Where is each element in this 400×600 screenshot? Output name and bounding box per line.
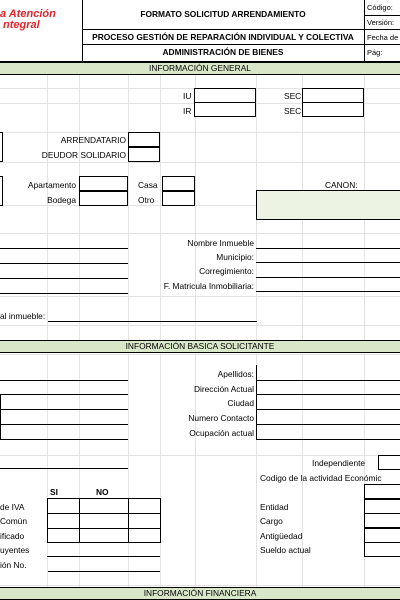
- si-header: SI: [50, 487, 58, 497]
- sec1-label: SEC: [284, 91, 302, 101]
- arrendatario-checkbox[interactable]: [128, 132, 160, 147]
- ificado-label: ificado: [0, 531, 25, 541]
- cargo-field[interactable]: [364, 513, 400, 528]
- inmueble-field[interactable]: [48, 321, 257, 322]
- deudor-label: DEUDOR SOLIDARIO: [41, 150, 126, 160]
- sec2-field[interactable]: [302, 102, 364, 117]
- uyentes-label: uyentes: [0, 545, 30, 555]
- corregimiento-field[interactable]: [256, 277, 400, 278]
- logo-line2: ntegral: [3, 19, 40, 31]
- ciudad-field[interactable]: [256, 409, 400, 410]
- direccion-field[interactable]: [256, 394, 400, 395]
- ciudad-label: Ciudad: [227, 398, 254, 408]
- nombre-inmueble-label: Nombre Inmueble: [187, 238, 254, 248]
- comun-label: Común: [0, 516, 27, 526]
- contacto-label: Numero Contacto: [188, 413, 254, 423]
- nombre-inmueble-field[interactable]: [256, 248, 400, 249]
- ir-field[interactable]: [194, 102, 256, 117]
- bodega-label: Bodega: [47, 195, 76, 205]
- contacto-field[interactable]: [256, 424, 400, 425]
- meta-pag: Pág:: [367, 48, 383, 57]
- otro-label: Otro: [138, 195, 155, 205]
- meta-version: Versión:: [367, 18, 395, 27]
- sec2-label: SEC: [284, 106, 302, 116]
- meta-codigo: Código:: [367, 3, 393, 12]
- matricula-field[interactable]: [256, 291, 400, 292]
- matricula-label: F. Matricula Inmobiliaria:: [163, 281, 254, 291]
- iu-field[interactable]: [194, 88, 256, 103]
- meta-fecha: Fecha de: [367, 33, 399, 42]
- ion-no-label: ión No.: [0, 560, 27, 570]
- section-informacion-financiera: INFORMACIÓN FINANCIERA: [0, 587, 400, 600]
- apellidos-field[interactable]: [256, 380, 400, 381]
- apellidos-label: Apellidos:: [217, 369, 254, 379]
- entidad-label: Entidad: [260, 502, 289, 512]
- ocupacion-field[interactable]: [256, 439, 400, 440]
- casa-checkbox[interactable]: [162, 176, 195, 191]
- municipio-label: Municipio:: [216, 252, 254, 262]
- ocupacion-label: Ocupación actual: [189, 428, 254, 438]
- codigo-actividad-field[interactable]: [364, 484, 400, 499]
- entidad-field[interactable]: [364, 499, 400, 514]
- process-title: PROCESO GESTIÓN DE REPARACIÓN INDIVIDUAL Y COLECTIVA: [92, 32, 354, 42]
- ir-label: IR: [183, 106, 192, 116]
- iva-label: de IVA: [0, 502, 25, 512]
- cargo-label: Cargo: [260, 516, 283, 526]
- canon-field[interactable]: [256, 190, 400, 220]
- otro-checkbox[interactable]: [162, 191, 195, 206]
- arrendatario-label: ARRENDATARIO: [60, 135, 126, 145]
- corregimiento-label: Corregimiento:: [199, 266, 254, 276]
- no-header: NO: [96, 487, 109, 497]
- iu-label: IU: [183, 91, 192, 101]
- codigo-actividad-label: Codigo de la actividad Económic: [260, 473, 382, 483]
- logo: [0, 9, 56, 31]
- area-title: ADMINISTRACIÓN DE BIENES: [162, 47, 284, 57]
- sueldo-label: Sueldo actual: [260, 545, 311, 555]
- bodega-checkbox[interactable]: [79, 191, 128, 206]
- ion-no-field[interactable]: [48, 571, 160, 572]
- municipio-field[interactable]: [256, 262, 400, 263]
- independiente-label: Independiente: [312, 458, 366, 468]
- casa-label: Casa: [138, 180, 158, 190]
- left-edge-box[interactable]: [0, 132, 3, 162]
- section-informacion-solicitante: INFORMACIÓN BASICA SOLICITANTE: [0, 340, 400, 353]
- sueldo-field[interactable]: [364, 542, 400, 557]
- deudor-checkbox[interactable]: [128, 147, 160, 162]
- direccion-label: Dirección Actual: [193, 384, 254, 394]
- canon-label: CANON:: [325, 180, 358, 190]
- independiente-checkbox[interactable]: [378, 455, 400, 470]
- antiguedad-field[interactable]: [364, 528, 400, 543]
- inmueble-label: al inmueble:: [0, 311, 46, 321]
- sec1-field[interactable]: [302, 88, 364, 103]
- apartamento-checkbox[interactable]: [79, 176, 128, 191]
- left-edge-box-2[interactable]: [0, 176, 3, 206]
- apartamento-label: Apartamento: [28, 180, 76, 190]
- section-informacion-general: INFORMACIÓN GENERAL: [0, 62, 400, 75]
- form-title: FORMATO SOLICITUD ARRENDAMIENTO: [140, 9, 306, 19]
- logo-line1: a Atención: [0, 8, 56, 20]
- antiguedad-label: Antigüedad: [260, 531, 303, 541]
